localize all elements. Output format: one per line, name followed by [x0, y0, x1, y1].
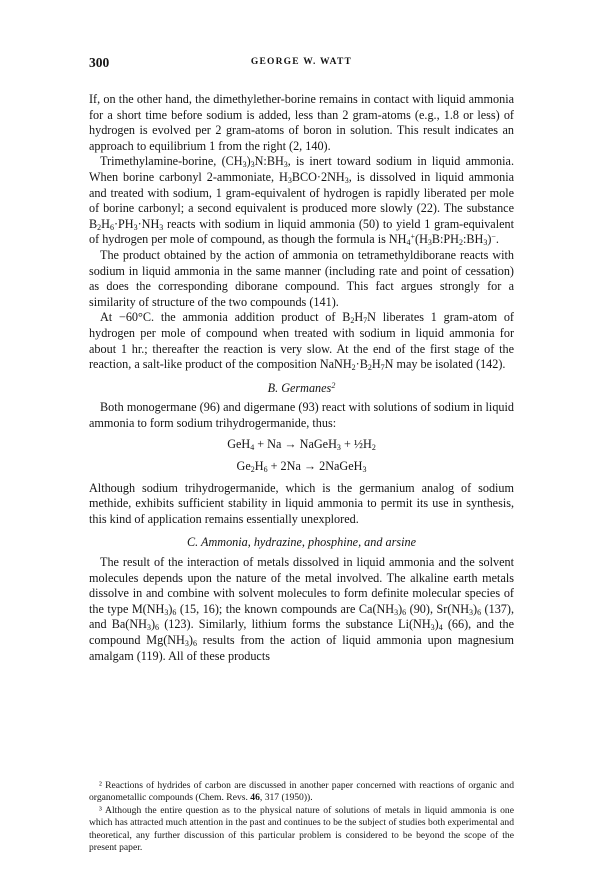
paragraph-solvent-interaction: The result of the interaction of metals dissolved in liquid ammonia and the solvent molecules depends upon the nature of the metal involved. The alkaline earth metals dissolve in and combine with solvent molecules to form definite molecular species of the type $M(NH_3)_6$ (15, 16); the known compounds are $Ca(NH_3)_6$ (90), $Sr(NH_3)_6$ (137), and $Ba(NH_3)_6$ (123). Similarly, lithium forms the substance $Li(NH_3)_4$ (66), and the compound $Mg(NH_3)_6$ results from the action of liquid ammonia upon magnesium amalgam (119). All of these products: [89, 555, 515, 663]
equation-monogermane: GeH$_4$ + Na → NaGeH$_3$ + $\frac{1}{2}H_2$: [227, 437, 376, 453]
footnote-2: ² Reactions of hydrides of carbon are discussed in another paper concerned with reactions of organic and organometallic compounds (Chem. Revs. 46, 317 (1950)).: [89, 780, 514, 804]
paragraph-germanes: Both monogermane (96) and digermane (93) react with solutions of sodium in liquid ammonia to form sodium trihydrogermanide, thus:: [89, 400, 514, 430]
body-text: [89, 92, 514, 664]
running-head: GEORGE W. WATT: [250, 57, 353, 67]
paragraph-equilibrium: If, on the other hand, the dimethylether-borine remains in contact with liquid ammonia for a short time before sodium is added, less than 2 gram-atoms (e.g., 1.8 or less) of hydrogen is evolved per 2 gram-atoms of boron in solution. This result indicates an approach to equilibrium 1 from the right (2, 140).: [89, 92, 514, 153]
paragraph-tetramethyldiborane: The product obtained by the action of ammonia on tetramethyldiborane reacts with sodium in liquid ammonia in the same manner (including rate and point of cessation) as does the corresponding diborane compound. This fact argues strongly for a similarity of structure of the two compounds (141).: [89, 247, 514, 309]
paragraph-ammonia-addition-product: At −60°C. the ammonia addition product of $B_2H_7N$ liberates 1 gram-atom of hydrogen per mole of compound when treated with sodium in liquid ammonia for about 1 hr.; thereafter the reaction is very slow. At the end of the first stage of the reaction, a salt-like product of the composition $NaNH_2\cdot B_2H_7N$ may be isolated (142).: [89, 310, 514, 373]
section-heading-germanes: B. Germanes$^2$: [267, 380, 336, 395]
section-heading-ammonia-hydrazine: C. Ammonia, hydrazine, phosphine, and arsine: [187, 535, 416, 550]
page-header: [89, 55, 514, 75]
paragraph-trimethylamine-borine: Trimethylamine-borine, $(CH_3)_3N:BH_3$, is inert toward sodium in liquid ammonia. When borine carbonyl 2-ammoniate, $H_3BCO\cdot 2NH_3$, is dissolved in liquid ammonia and treated with sodium, 1 gram-equivalent of hydrogen is rapidly liberated per mole of borine carbonyl; a second equivalent is produced more slowly (22). The substance $B_2H_6\cdot PH_3\cdot NH_3$ reacts with sodium in liquid ammonia (50) to yield 1 gram-equivalent of hydrogen per mole of compound, as though the formula is $NH_4^+(H_3B:PH_2:BH_3)^-$.: [89, 154, 514, 248]
footnote-3: ³ Although the entire question as to the physical nature of solutions of metals in liquid ammonia is one which has attracted much attention in the past and continues to be the subject of studies both experimental and theoretical, any further discussion of this particular problem is considered to be beyond the scope of the present paper.: [89, 804, 514, 854]
paragraph-trihydrogermanide: Although sodium trihydrogermanide, which is the germanium analog of sodium methide, exhibits sufficient stability in liquid ammonia to permit its use in synthesis, this kind of application remains essentially unexplored.: [89, 480, 514, 526]
page-number: 300: [89, 55, 110, 70]
equation-digermane: $Ge_2H_6 + 2Na$ → 2NaGeH$_3$: [236, 459, 367, 475]
footnotes: [89, 780, 514, 854]
